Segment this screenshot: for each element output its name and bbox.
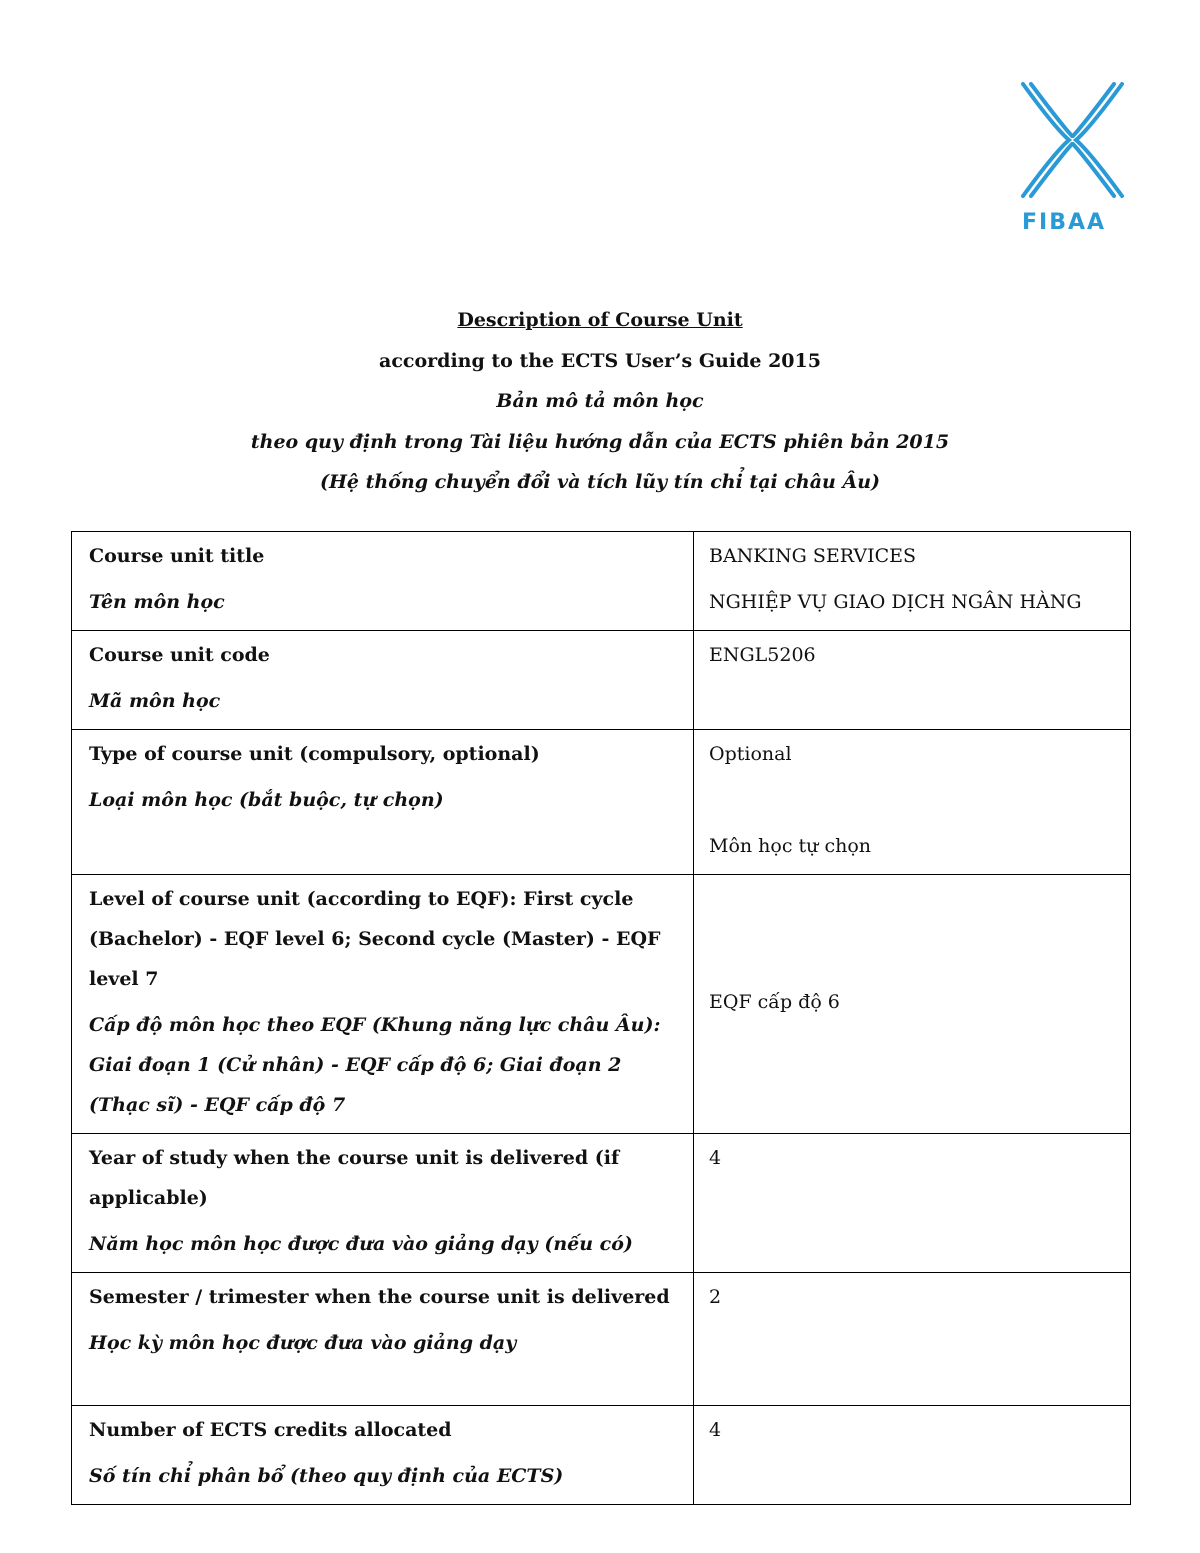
label-en: Year of study when the course unit is delivered (if applicable) [89, 1147, 620, 1209]
label-vi: Mã môn học [89, 690, 221, 712]
table-row [72, 532, 1131, 631]
label-cell [72, 1273, 694, 1406]
value-text: 4 [709, 1419, 722, 1441]
label-cell [72, 730, 694, 875]
document-title: Description of Course Unit [457, 309, 743, 331]
value-text: 4 [709, 1147, 722, 1169]
label-en: Number of ECTS credits allocated [89, 1419, 452, 1441]
table-row [72, 875, 1131, 1134]
label-cell [72, 1134, 694, 1273]
table-row [72, 1273, 1131, 1406]
label-vi: Loại môn học (bắt buộc, tự chọn) [89, 789, 444, 811]
value-cell [694, 532, 1131, 631]
label-vi: Số tín chỉ phân bổ (theo quy định của ECTS) [89, 1465, 564, 1487]
table-row [72, 730, 1131, 875]
value-text: BANKING SERVICES [709, 545, 917, 567]
document-subtitle-vi: theo quy định trong Tài liệu hướng dẫn của ECTS phiên bản 2015 [250, 430, 950, 453]
label-vi: Học kỳ môn học được đưa vào giảng dạy [89, 1332, 517, 1354]
label-cell [72, 1406, 694, 1505]
value-cell [694, 1134, 1131, 1273]
document-heading [0, 300, 1200, 503]
document-note-vi: (Hệ thống chuyển đổi và tích lũy tín chỉ tại châu Âu) [319, 471, 881, 493]
label-en: Type of course unit (compulsory, optional) [89, 743, 540, 765]
label-vi: Cấp độ môn học theo EQF (Khung năng lực châu Âu): Giai đoạn 1 (Cử nhân) - EQF cấp độ 6; Giai đoạn 2 (Thạc sĩ) - EQF cấp độ 7 [89, 1014, 661, 1116]
table-row [72, 631, 1131, 730]
value-text: Optional [709, 743, 792, 765]
value-text: ENGL5206 [709, 644, 816, 666]
value-cell [694, 875, 1131, 1134]
label-en: Level of course unit (according to EQF): First cycle (Bachelor) - EQF level 6; Second cycle (Master) - EQF level 7 [89, 888, 661, 990]
value-text: 2 [709, 1286, 722, 1308]
label-en: Course unit code [89, 644, 270, 666]
fibaa-logo-text: FIBAA [1022, 210, 1107, 235]
table-row [72, 1134, 1131, 1273]
value-cell [694, 730, 1131, 875]
label-vi: Năm học môn học được đưa vào giảng dạy (nếu có) [89, 1233, 633, 1255]
label-en: Semester / trimester when the course unit is delivered [89, 1286, 670, 1308]
value-text-vi: Môn học tự chọn [709, 835, 871, 857]
label-en: Course unit title [89, 545, 265, 567]
document-subtitle: according to the ECTS User’s Guide 2015 [379, 349, 821, 372]
label-cell [72, 532, 694, 631]
value-cell [694, 631, 1131, 730]
table-row [72, 1406, 1131, 1505]
label-vi: Tên môn học [89, 591, 225, 613]
value-cell [694, 1273, 1131, 1406]
document-title-vi: Bản mô tả môn học [496, 390, 704, 412]
value-cell [694, 1406, 1131, 1505]
label-cell [72, 875, 694, 1134]
fibaa-x-mark-icon [1015, 78, 1130, 208]
value-text-vi: NGHIỆP VỤ GIAO DỊCH NGÂN HÀNG [709, 591, 1082, 613]
course-description-table [71, 531, 1131, 1505]
value-text: EQF cấp độ 6 [709, 991, 840, 1013]
label-cell [72, 631, 694, 730]
